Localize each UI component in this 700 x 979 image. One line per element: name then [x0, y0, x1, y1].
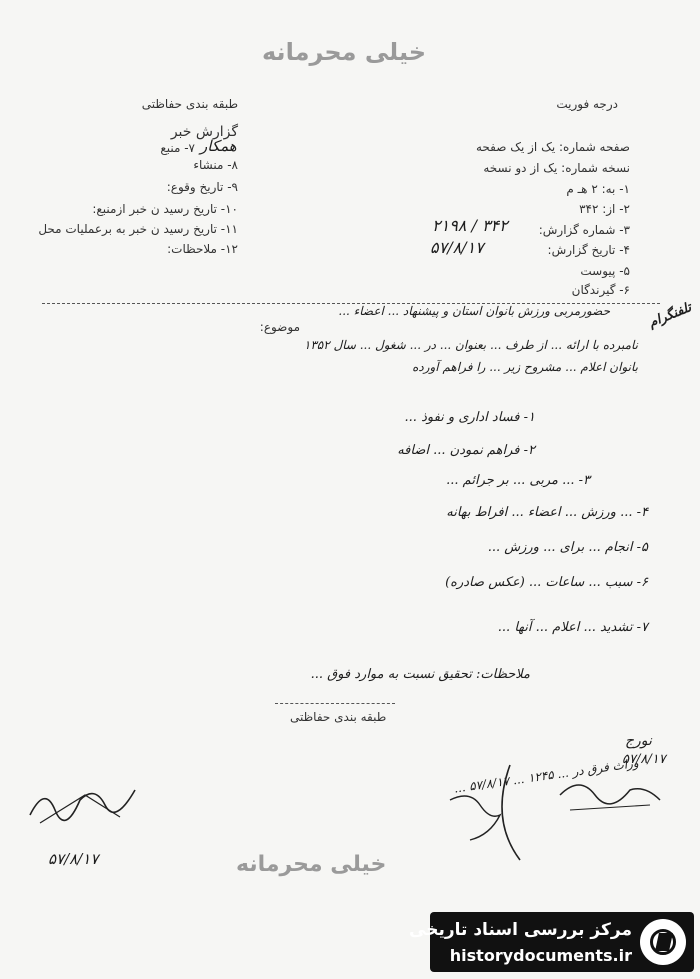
source-label: ۷- منبع — [160, 141, 195, 155]
subject-text: حضورمربی ورزش بانوان استان و پیشنهاد ... اعضاء ... — [338, 304, 610, 318]
origin-label: ۸- منشاء — [193, 158, 238, 172]
attachment-label: ۵- پیوست — [580, 264, 630, 278]
body-item-1: ۱- فساد اداری و نفوذ ... — [404, 410, 535, 425]
from-field: ۲- از: ۳۴۲ — [579, 202, 630, 216]
received-by-field-label: ۱۱- تاریخ رسید ن خبر به برعملیات محل — [38, 222, 238, 236]
copy-number: نسخه شماره: یک از دو نسخه — [483, 161, 630, 175]
page-number: صفحه شماره: یک از یک صفحه — [475, 140, 630, 154]
body-item-4: ۴- ... ورزش ... اعضاء ... افراط بهانه — [446, 505, 648, 520]
source-value: همکار — [200, 137, 237, 155]
annotation-right-date: ۵۷/۸/۱۷ — [622, 752, 666, 767]
body-intro-2: بانوان اعلام ... مشروح زیر ... را فراهم آورده — [412, 360, 638, 374]
body-item-2: ۲- فراهم نمودن ... اضافه — [397, 443, 535, 458]
priority-label: درجه فوریت — [556, 97, 618, 111]
classification-stamp-bottom: خیلی محرمانه — [236, 852, 387, 877]
bottom-divider — [275, 703, 395, 704]
body-item-6: ۶- سبب ... ساعات ... (عکس صادره) — [445, 575, 648, 590]
watermark-url: historydocuments.ir — [449, 946, 632, 965]
event-date-label: ۹- تاریخ وقوع: — [166, 180, 238, 194]
body-intro: نامبرده با ارائه ... از طرف ... بعنوان ... در ... شغول ... سال ۱۳۵۲ — [303, 338, 638, 352]
subject-label: موضوع: — [259, 320, 300, 334]
signature-left — [25, 775, 155, 835]
body-remarks: ملاحظات: تحقیق نسبت به موارد فوق ... — [310, 667, 530, 682]
bottom-note: وراث فرق در ... ۱۲۴۵ ... ۵۷/۸/۱۷ ... — [453, 755, 640, 796]
body-item-5: ۵- انجام ... برای ... ورزش ... — [487, 540, 648, 555]
report-number-value: ۲۱۹۸ / ۳۴۲ — [432, 216, 508, 235]
classification-level-label: طبقه بندی حفاظتی — [141, 97, 238, 111]
annotation-right: نورج — [625, 733, 652, 749]
bottom-left-date: ۵۷/۸/۱۷ — [48, 850, 99, 868]
recipients-label: ۶- گیرندگان — [571, 283, 630, 297]
report-date-value: ۵۷/۸/۱۷ — [430, 238, 484, 257]
classification-stamp-top: خیلی محرمانه — [262, 38, 427, 66]
body-item-3: ۳- ... مربی ... بر جرائم ... — [446, 473, 590, 488]
body-item-7: ۷- تشدید ... اعلام ... آنها ... — [497, 620, 648, 635]
watermark-title: مرکز بررسی اسناد تاریخی — [409, 920, 632, 940]
bottom-classification-label: طبقه بندی حفاظتی — [290, 710, 387, 724]
source-watermark — [409, 912, 694, 972]
signature-center — [430, 760, 540, 870]
report-date-label: ۴- تاریخ گزارش: — [547, 243, 630, 257]
remarks-label: ۱۲- ملاحظات: — [167, 242, 238, 256]
side-note: تلفنگرام — [646, 300, 694, 331]
to-field: ۱- به: ۲ هـ م — [566, 182, 630, 196]
report-number-label: ۳- شماره گزارش: — [538, 223, 630, 237]
report-label: گزارش خبر — [170, 124, 238, 140]
received-from-source-label: ۱۰- تاریخ رسید ن خبر ازمنبع: — [92, 202, 238, 216]
signature-right — [550, 765, 670, 825]
archive-logo-icon — [640, 919, 686, 965]
